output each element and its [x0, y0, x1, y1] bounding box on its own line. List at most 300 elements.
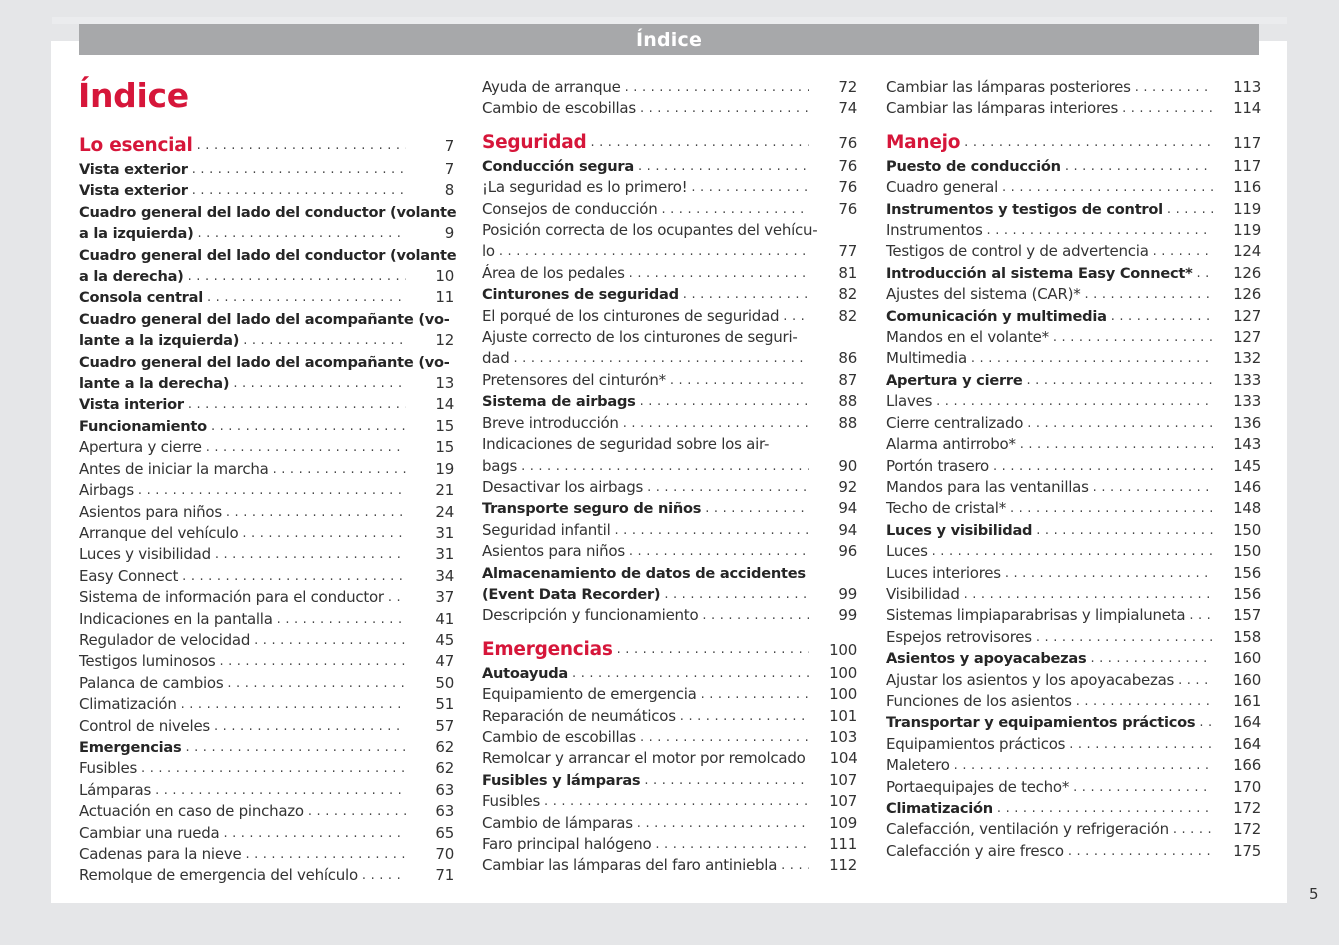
toc-entry-page: 114: [1233, 99, 1261, 118]
toc-entry-title: Asientos para niños: [482, 542, 625, 561]
toc-entry-page: 113: [1233, 78, 1261, 96]
toc-entry[interactable]: [482, 605, 857, 626]
toc-entry[interactable]: [482, 498, 857, 519]
toc-entry-title: Alarma antirrobo*: [886, 435, 1016, 454]
dot-leader: [215, 544, 406, 565]
toc-entry-row: [482, 177, 857, 198]
toc-entry-title: Equipamientos prácticos: [886, 734, 1066, 753]
toc-entry-title: Cambiar las lámparas del faro antiniebla: [482, 856, 778, 875]
dot-leader: [623, 413, 809, 434]
dot-leader: [1178, 670, 1213, 691]
toc-section-entry[interactable]: [482, 637, 857, 663]
toc-entry-row: [79, 180, 454, 201]
toc-entry[interactable]: [482, 306, 857, 327]
toc-entry[interactable]: [886, 413, 1261, 434]
toc-entry[interactable]: [79, 394, 454, 415]
toc-entry[interactable]: [482, 520, 857, 541]
toc-entry-title: Easy Connect: [79, 566, 179, 585]
dot-leader: [783, 306, 809, 327]
toc-entry-page: 94: [838, 499, 857, 518]
toc-entry[interactable]: [482, 77, 857, 98]
toc-entry-title: Área de los pedales: [482, 263, 625, 282]
toc-entry[interactable]: [79, 673, 454, 694]
toc-entry-row: [79, 480, 454, 501]
toc-entry[interactable]: [482, 477, 857, 498]
toc-entry[interactable]: [79, 865, 454, 886]
dot-leader: [1036, 520, 1213, 541]
toc-entry[interactable]: [482, 770, 857, 791]
toc-entry-row: [482, 77, 857, 98]
toc-entry[interactable]: [886, 241, 1261, 262]
toc-entry[interactable]: [482, 284, 857, 305]
toc-entry-title: Luces y visibilidad: [886, 521, 1033, 539]
toc-entry-title: Seguridad infantil: [482, 520, 611, 539]
toc-entry[interactable]: [79, 416, 454, 437]
toc-entry-page: 136: [1233, 413, 1261, 432]
dot-leader: [242, 523, 406, 544]
toc-entry[interactable]: [79, 823, 454, 844]
toc-entry[interactable]: [79, 566, 454, 587]
toc-entry[interactable]: [79, 287, 454, 308]
toc-entry-title: Comunicación y multimedia: [886, 307, 1107, 325]
toc-entry-row: [482, 855, 857, 876]
toc-entry[interactable]: [79, 630, 454, 651]
dot-leader: [691, 177, 809, 198]
toc-entry-row: [482, 520, 857, 541]
toc-entry[interactable]: [886, 541, 1261, 562]
toc-entry-row: [482, 637, 857, 663]
toc-entry-row: [886, 263, 1261, 284]
toc-entry[interactable]: [886, 434, 1261, 455]
toc-entry-title: Sistema de información para el conductor: [79, 588, 384, 607]
toc-entry-title: Fusibles y lámparas: [482, 771, 641, 789]
toc-entry-page: 146: [1233, 477, 1261, 496]
toc-entry-page: 99: [838, 606, 857, 625]
toc-entry[interactable]: [482, 156, 857, 177]
toc-entry[interactable]: [79, 245, 457, 288]
toc-entry[interactable]: [79, 352, 454, 395]
dot-leader: [223, 823, 406, 844]
dot-leader: [155, 780, 406, 801]
toc-entry-title: Cambio de escobillas: [482, 99, 636, 118]
toc-entry[interactable]: [79, 609, 454, 630]
toc-entry[interactable]: [886, 220, 1261, 241]
toc-entry-title: Cambiar una rueda: [79, 823, 220, 842]
toc-entry-page: 10: [435, 267, 454, 286]
toc-entry[interactable]: [886, 648, 1261, 669]
toc-entry-title: Portaequipajes de techo*: [886, 777, 1070, 796]
toc-entry[interactable]: [482, 684, 857, 705]
toc-entry-title: bags: [482, 456, 518, 475]
toc-entry-row: [886, 605, 1261, 626]
toc-entry[interactable]: [79, 544, 454, 565]
toc-entry[interactable]: [482, 327, 857, 370]
toc-entry-title: Climatización: [79, 695, 177, 714]
toc-entry-row: [886, 798, 1261, 819]
toc-entry[interactable]: [79, 180, 454, 201]
toc-entry-page: 101: [829, 706, 857, 725]
toc-entry[interactable]: [79, 737, 454, 758]
toc-entry-row: [482, 541, 857, 562]
toc-entry[interactable]: [482, 727, 857, 748]
toc-entry-page: 172: [1233, 799, 1261, 817]
toc-entry-title: Reparación de neumáticos: [482, 706, 676, 725]
toc-entry-title: Funcionamiento: [79, 417, 207, 435]
toc-entry-page: 133: [1233, 370, 1261, 389]
dot-leader: [932, 541, 1213, 562]
toc-entry[interactable]: [482, 413, 857, 434]
toc-entry[interactable]: [886, 712, 1261, 733]
dot-leader: [219, 651, 406, 672]
dot-leader: [233, 373, 406, 394]
toc-entry-row: [886, 220, 1261, 241]
toc-entry-title: Testigos luminosos: [79, 652, 216, 671]
dot-leader: [590, 130, 809, 156]
toc-entry[interactable]: [886, 563, 1261, 584]
toc-entry-page: 107: [829, 792, 857, 811]
toc-entry[interactable]: [79, 587, 454, 608]
toc-entry-title: Luces interiores: [886, 563, 1001, 582]
toc-entry-title: Fusibles: [79, 759, 138, 778]
toc-entry[interactable]: [79, 437, 454, 458]
toc-entry-row: [79, 437, 454, 458]
toc-entry-row: [482, 413, 857, 434]
toc-entry[interactable]: [886, 327, 1261, 348]
toc-entry[interactable]: [886, 348, 1261, 369]
top-strip: [52, 17, 1287, 24]
toc-entry[interactable]: [886, 477, 1261, 498]
toc-entry[interactable]: [482, 813, 857, 834]
toc-entry-row: [482, 834, 857, 855]
toc-entry[interactable]: [482, 370, 857, 391]
toc-entry-row: [886, 456, 1261, 477]
toc-entry[interactable]: [79, 844, 454, 865]
toc-entry-row: [886, 584, 1261, 605]
toc-entry-title: Cambiar las lámparas interiores: [886, 99, 1119, 118]
toc-entry-title: lante a la izquierda): [79, 332, 240, 350]
toc-entry-row: [886, 348, 1261, 369]
toc-entry[interactable]: [482, 199, 857, 220]
toc-entry-page: 143: [1233, 435, 1261, 454]
dot-leader: [1189, 605, 1213, 626]
toc-entry-title: Pretensores del cinturón*: [482, 370, 666, 389]
toc-entry-page: 81: [838, 263, 857, 282]
toc-entry-row: [79, 844, 454, 865]
dot-leader: [629, 541, 809, 562]
toc-entry-page: 111: [829, 835, 857, 853]
toc-entry-page: 124: [1233, 242, 1261, 261]
toc-entry-page: 7: [444, 137, 454, 155]
toc-entry[interactable]: [886, 98, 1261, 119]
toc-entry[interactable]: [886, 199, 1261, 220]
toc-entry[interactable]: [482, 177, 857, 198]
toc-entry[interactable]: [482, 391, 857, 412]
toc-entry-row: [79, 523, 454, 544]
toc-entry-page: 117: [1233, 133, 1261, 152]
toc-entry-title: Transporte seguro de niños: [482, 500, 702, 518]
toc-entry-title: Sistemas limpiaparabrisas y limpialuneta: [886, 606, 1186, 625]
dot-leader: [615, 520, 810, 541]
dot-leader: [680, 706, 809, 727]
toc-entry[interactable]: [482, 791, 857, 812]
page-number: 5: [1309, 885, 1319, 903]
running-header: Índice: [79, 24, 1259, 55]
toc-entry-row: [79, 865, 454, 886]
toc-entry[interactable]: [886, 456, 1261, 477]
toc-entry-row: [886, 498, 1261, 519]
dot-leader: [1002, 177, 1213, 198]
toc-entry[interactable]: [886, 819, 1261, 840]
toc-entry[interactable]: [886, 627, 1261, 648]
toc-entry[interactable]: [79, 716, 454, 737]
dot-leader: [192, 180, 406, 201]
toc-entry-title: Desactivar los airbags: [482, 477, 644, 496]
dot-leader: [499, 241, 809, 262]
dot-leader: [181, 694, 406, 715]
toc-entry[interactable]: [482, 663, 857, 684]
toc-entry-page: 9: [444, 224, 454, 243]
toc-entry[interactable]: [886, 691, 1261, 712]
toc-entry-row: [79, 133, 454, 159]
toc-entry[interactable]: [482, 263, 857, 284]
dot-leader: [388, 587, 406, 608]
toc-entry-row: [886, 648, 1261, 669]
dot-leader: [308, 801, 406, 822]
toc-entry-title: Visibilidad: [886, 584, 960, 603]
dot-leader: [245, 844, 406, 865]
toc-entry-row: [79, 502, 454, 523]
toc-entry-row: [482, 263, 857, 284]
toc-entry-page: 87: [838, 370, 857, 389]
toc-entry-title: (Event Data Recorder): [482, 585, 661, 603]
dot-leader: [226, 502, 406, 523]
toc-entry-title: Consola central: [79, 289, 203, 307]
dot-leader: [362, 865, 406, 886]
toc-entry[interactable]: [79, 159, 454, 180]
toc-entry-row: [79, 801, 454, 822]
toc-entry-title: Climatización: [886, 800, 993, 817]
toc-entry-page: 100: [829, 640, 857, 659]
toc-entry[interactable]: [482, 98, 857, 119]
dot-leader: [683, 284, 809, 305]
dot-leader: [705, 498, 809, 519]
toc-entry[interactable]: [886, 670, 1261, 691]
toc-section-entry[interactable]: [79, 133, 454, 159]
toc-entry[interactable]: [79, 309, 454, 352]
toc-entry[interactable]: [482, 220, 857, 263]
toc-entry-title: Consejos de conducción: [482, 199, 658, 218]
dot-leader: [1053, 327, 1213, 348]
toc-entry-row: [482, 391, 857, 412]
toc-entry-row: [886, 563, 1261, 584]
dot-leader: [1167, 199, 1213, 220]
toc-entry[interactable]: [886, 777, 1261, 798]
toc-entry-page: 133: [1233, 392, 1261, 411]
toc-entry-page: 65: [435, 823, 454, 842]
toc-entry[interactable]: [79, 480, 454, 501]
toc-entry-page: 112: [829, 856, 857, 875]
toc-entry-row: [886, 199, 1261, 220]
toc-entry-row: [886, 627, 1261, 648]
dot-leader: [1065, 156, 1213, 177]
toc-entry[interactable]: [482, 748, 857, 769]
toc-entry[interactable]: [79, 758, 454, 779]
toc-entry-row: [886, 712, 1261, 733]
toc-entry[interactable]: [886, 755, 1261, 776]
toc-entry-page: 13: [435, 374, 454, 393]
toc-entry-title: Emergencias: [79, 738, 182, 756]
toc-entry[interactable]: [886, 734, 1261, 755]
toc-entry[interactable]: [886, 605, 1261, 626]
toc-entry-page: 160: [1233, 670, 1261, 689]
toc-entry-title: Vista exterior: [79, 182, 188, 200]
toc-entry[interactable]: [886, 77, 1261, 98]
toc-entry-page: 99: [838, 584, 857, 603]
toc-entry-row: [886, 98, 1261, 119]
toc-entry-row: [482, 241, 857, 262]
toc-entry[interactable]: [79, 651, 454, 672]
toc-entry[interactable]: [79, 459, 454, 480]
toc-entry-row: [482, 498, 857, 519]
toc-entry-title: Cambio de lámparas: [482, 813, 633, 832]
toc-entry[interactable]: [482, 541, 857, 562]
dot-leader: [198, 223, 406, 244]
toc-entry-title: a la izquierda): [79, 225, 194, 243]
toc-entry-title: Regulador de velocidad: [79, 630, 251, 649]
toc-entry-title: Conducción segura: [482, 157, 634, 175]
toc-entry-page: 8: [444, 181, 454, 200]
toc-entry[interactable]: [886, 284, 1261, 305]
dot-leader: [629, 263, 809, 284]
toc-entry-title: lo: [482, 242, 495, 261]
toc-entry-title: Cuadro general: [886, 178, 998, 197]
toc-entry-row: [482, 791, 857, 812]
toc-entry-row: [79, 587, 454, 608]
dot-leader: [997, 798, 1213, 819]
toc-entry[interactable]: [79, 780, 454, 801]
toc-entry-row: [886, 477, 1261, 498]
toc-entry-page: 166: [1233, 756, 1261, 775]
toc-entry-row: [482, 605, 857, 626]
toc-entry-title: Asientos para niños: [79, 502, 222, 521]
dot-leader: [227, 673, 406, 694]
toc-entry-page: 164: [1233, 734, 1261, 753]
toc-entry[interactable]: [886, 177, 1261, 198]
toc-entry[interactable]: [886, 391, 1261, 412]
toc-entry[interactable]: [482, 434, 857, 477]
toc-entry[interactable]: [79, 502, 454, 523]
toc-entry[interactable]: [79, 202, 457, 245]
toc-entry[interactable]: [482, 563, 857, 606]
toc-entry-row: [886, 241, 1261, 262]
dot-leader: [971, 348, 1213, 369]
dot-leader: [1073, 777, 1213, 798]
toc-entry-title: Introducción al sistema Easy Connect*: [886, 264, 1193, 282]
toc-entry-page: 70: [435, 845, 454, 863]
toc-entry[interactable]: [886, 263, 1261, 284]
toc-entry-row: [482, 199, 857, 220]
toc-entry-page: 57: [435, 716, 454, 735]
toc-entry-page: 76: [838, 133, 857, 152]
toc-entry-row: [886, 327, 1261, 348]
toc-entry-title: Airbags: [79, 481, 134, 500]
toc-entry-row: [482, 130, 857, 156]
toc-entry-page: 164: [1233, 713, 1261, 732]
dot-leader: [1010, 498, 1213, 519]
toc-entry[interactable]: [886, 498, 1261, 519]
toc-entry-row: [886, 541, 1261, 562]
toc-entry-row: [79, 159, 454, 180]
dot-leader: [1068, 841, 1213, 862]
toc-entry[interactable]: [886, 370, 1261, 391]
toc-entry-row: [79, 737, 454, 758]
toc-entry-row: [79, 609, 454, 630]
toc-entry-page: 161: [1233, 691, 1261, 710]
toc-entry-title: El porqué de los cinturones de seguridad: [482, 306, 780, 325]
toc-entry[interactable]: [482, 855, 857, 876]
toc-entry[interactable]: [886, 584, 1261, 605]
toc-entry[interactable]: [886, 306, 1261, 327]
toc-entry-title-line1: Cuadro general del lado del conductor (volante: [79, 246, 457, 264]
toc-entry[interactable]: [79, 523, 454, 544]
toc-entry[interactable]: [886, 798, 1261, 819]
toc-entry-page: 63: [435, 802, 454, 821]
toc-entry[interactable]: [886, 156, 1261, 177]
toc-entry-title: Vista interior: [79, 396, 184, 414]
toc-entry-title: Apertura y cierre: [79, 438, 202, 457]
toc-entry-row: [79, 780, 454, 801]
toc-section-entry[interactable]: [482, 130, 857, 156]
toc-entry-row: [79, 544, 454, 565]
dot-leader: [670, 370, 809, 391]
toc-entry-page: 31: [435, 523, 454, 542]
toc-entry-page: 145: [1233, 456, 1261, 475]
dot-leader: [572, 663, 809, 684]
dot-leader: [936, 391, 1213, 412]
toc-entry-title: Equipamiento de emergencia: [482, 685, 697, 704]
toc-entry-page: 14: [435, 395, 454, 414]
toc-section-entry[interactable]: [886, 130, 1261, 156]
toc-entry[interactable]: [886, 841, 1261, 862]
toc-entry-title: Indicaciones en la pantalla: [79, 609, 273, 628]
toc-entry[interactable]: [79, 801, 454, 822]
toc-entry-title: Instrumentos: [886, 221, 983, 240]
dot-leader: [273, 459, 406, 480]
toc-entry-title-line1: Indicaciones de seguridad sobre los air-: [482, 435, 770, 454]
toc-entry-page: 63: [435, 780, 454, 799]
toc-entry-title: Sistema de airbags: [482, 393, 636, 411]
dot-leader: [993, 456, 1213, 477]
toc-entry-row: [79, 394, 454, 415]
toc-entry-title: Cierre centralizado: [886, 413, 1024, 432]
toc-entry-page: 41: [435, 609, 454, 628]
toc-entry-title-line1: Ajuste correcto de los cinturones de seguri-: [482, 328, 798, 347]
toc-entry[interactable]: [886, 520, 1261, 541]
dot-leader: [655, 834, 809, 855]
toc-entry-row: [482, 663, 857, 684]
toc-entry[interactable]: [482, 706, 857, 727]
toc-entry-title: Ajustes del sistema (CAR)*: [886, 285, 1081, 304]
toc-entry-page: 156: [1233, 563, 1261, 582]
toc-entry[interactable]: [79, 694, 454, 715]
dot-leader: [211, 416, 406, 437]
toc-entry-title: Lo esencial: [79, 135, 193, 156]
toc-entry[interactable]: [482, 834, 857, 855]
toc-entry-title: Remolcar y arrancar el motor por remolcado: [482, 749, 806, 768]
dot-leader: [1084, 284, 1213, 305]
dot-leader: [637, 813, 809, 834]
toc-entry-title-line1: Almacenamiento de datos de accidentes: [482, 564, 806, 582]
